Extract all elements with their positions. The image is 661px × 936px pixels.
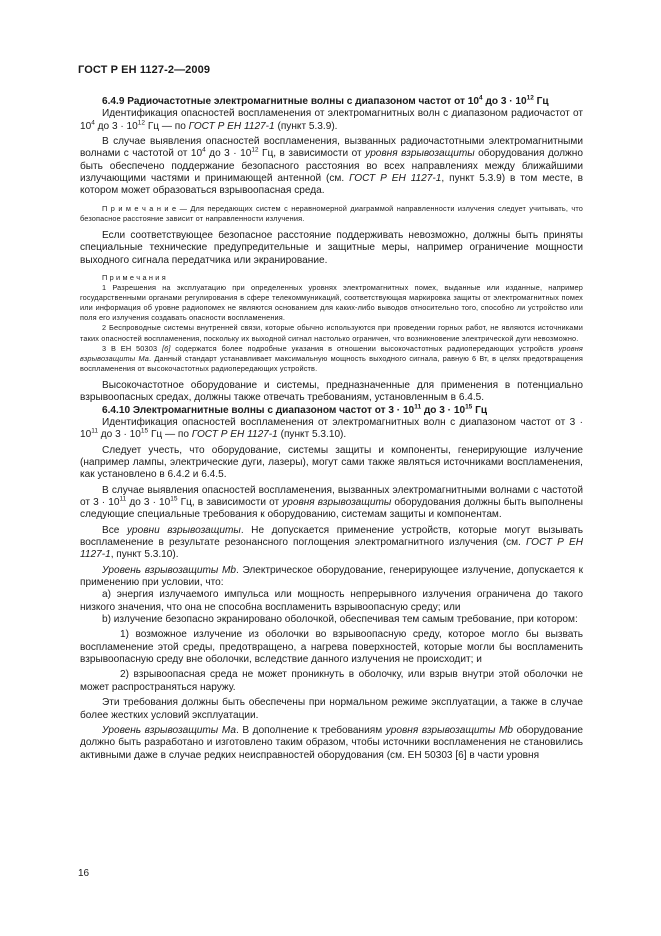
paragraph: Эти требования должны быть обеспечены при нормальном режиме эксплуатации, а также в случае более жестких условий эксплуатации. <box>80 697 583 721</box>
paragraph: Высокочастотное оборудование и системы, предназначенные для применения в потенциально взрывоопасных средах, должны также отвечать требованиям, установленным в 6.4.5. <box>80 379 583 404</box>
paragraph: Идентификация опасностей воспламенения от электромагнитных волн с диапазоном частот от $3 \cdot 10^{11}$ до $3 \cdot 10^{15}$ Гц — по ГОСТ Р ЕН 1127-1 (пункт 5.3.10). <box>80 416 583 441</box>
standard-reference: ГОСТ Р ЕН 1127-1 <box>191 429 278 441</box>
paragraph: Уровень взрывозащиты Mb. Электрическое оборудование, генерирующее излучение, допускается к применению при условии, что: <box>80 564 583 589</box>
paragraph: Следует учесть, что оборудование, системы защиты и компоненты, генерирующие излучение (например лампы, электрические дуги, лазеры), могут сами также являться источниками воспламенения, как установлено в 6.4.2 и 6.4.5. <box>80 444 583 481</box>
paragraph: Если соответствующее безопасное расстояние поддерживать невозможно, должны быть приняты специальные технические предупредительные и защитные меры, например ограничение мощности выходного сигнала передатчика или экранирование. <box>80 229 583 266</box>
paragraph: Уровень взрывозащиты Ма. В дополнение к требованиям уровня взрывозащиты Mb оборудование должно быть разработано и изготовлено таким образом, чтобы источники воспламенения не становились активными даже в случае редких неисправностей оборудования (см. ЕН 50303 [6] в части уровня <box>80 724 583 761</box>
section-6-4-10-title: 6.4.10 Электромагнитные волны с диапазоном частот от $3 \cdot 10^{11}$ до $3 \cdot 10^{15}$ Гц <box>102 403 488 416</box>
paragraph: В случае выявления опасностей воспламенения, вызванных электромагнитными волнами с частотой от $3 \cdot 10^{11}$ до $3 \cdot 10^{15}$ Гц, в зависимости от уровня взрывозащиты оборудования должны быть выполнены следующие специальные требования к оборудованию, системам защиты и компонентам. <box>80 484 583 521</box>
note-item: 1 Разрешения на эксплуатацию при определенных уровнях электромагнитных помех, выданные или изданные, например государственными органами регулирования в сфере телекоммуникаций, соответствующая маркировка защиты от электромагнитных помех или информация об уровне радиопомех не являются основанием для каких-либо выводов относительно того, способно ли устройство или поля его излучения создавать опасности воспламенения. <box>80 283 583 323</box>
document-header: ГОСТ Р ЕН 1127-2—2009 <box>78 64 211 76</box>
paragraph: Идентификация опасностей воспламенения от электромагнитных волн с диапазоном радиочастот от $10^4$ до $3 \cdot 10^{12}$ Гц — по ГОСТ Р ЕН 1127-1 (пункт 5.3.9). <box>80 108 583 132</box>
sub-list-item: 1) возможное излучение из оболочки во взрывоопасную среду, которое могло бы вызвать воспламенение этой среды, предотвращено, а нагрева поверхностей, которые могли бы воспламенить взрывоопасную среду вне оболочки, вследствие данного излучения не происходит; и <box>80 629 583 666</box>
standard-reference: ГОСТ Р ЕН 1127-1 <box>80 537 583 561</box>
sub-list-item: 2) взрывоопасная среда не может проникнуть в оболочку, или взрыв внутри этой оболочки не может распространяться наружу. <box>80 669 583 693</box>
section-6-4-9-title: 6.4.9 Радиочастотные электромагнитные волны с диапазоном частот от $10^4$ до $3 \cdot 10^{12}$ Гц <box>102 94 549 107</box>
standard-reference: ГОСТ Р ЕН 1127-1 <box>188 120 275 132</box>
list-item: a) энергия излучаемого импульса или мощность непрерывного излучения ограничена до такого низкого значения, что она не способна воспламенить взрывоопасную среду; или <box>80 589 583 613</box>
note: П р и м е ч а н и е — Для передающих систем с неравномерной диаграммой направленности излучения следует учитывать, что безопасное расстояние зависит от направленности излучения. <box>80 203 584 223</box>
document-body <box>80 96 583 762</box>
note-item: 3 В ЕН 50303 [6] содержатся более подробные указания в отношении высокочастотных радиопередающих устройств уровня взрывозащиты Ма. Данный стандарт устанавливает максимальную мощность выходного сигнала, равную 6 Вт, в целях предотвращения воспламенения от высокочастотных радиопередающих устройств. <box>80 343 583 373</box>
standard-reference: ГОСТ Р ЕН 1127-1 <box>349 173 442 185</box>
paragraph: В случае выявления опасностей воспламенения, вызванных радиочастотными электромагнитными волнами с частотой от $10^4$ до $3 \cdot 10^{12}$ Гц, в зависимости от уровня взрывозащиты оборудования должно быть обеспечено поддержание безопасного расстояния во всех направлениях между ближайшими излучающими частями и принимающей антенной (см. ГОСТ Р ЕН 1127-1, пункт 5.3.9) в том месте, в котором может образоваться взрывоопасная среда. <box>80 136 584 197</box>
page-number: 16 <box>78 868 90 879</box>
notes-heading: П р и м е ч а н и я <box>102 272 166 282</box>
list-item: b) излучение безопасно экранировано оболочкой, обеспечивая тем самым требование, при котором: <box>102 614 578 626</box>
paragraph: Все уровни взрывозащиты. Не допускается применение устройств, которые могут вызывать воспламенение в результате резонансного поглощения электромагнитного излучения (см. ГОСТ Р ЕН 1127-1, пункт 5.3.10). <box>80 524 584 561</box>
note-item: 2 Беспроводные системы внутренней связи, которые обычно используются при проведении горных работ, не являются источниками таких опасностей воспламенения, поскольку их выходной сигнал настолько ограничен, что возникновение электрической дуги невозможно. <box>80 323 583 343</box>
